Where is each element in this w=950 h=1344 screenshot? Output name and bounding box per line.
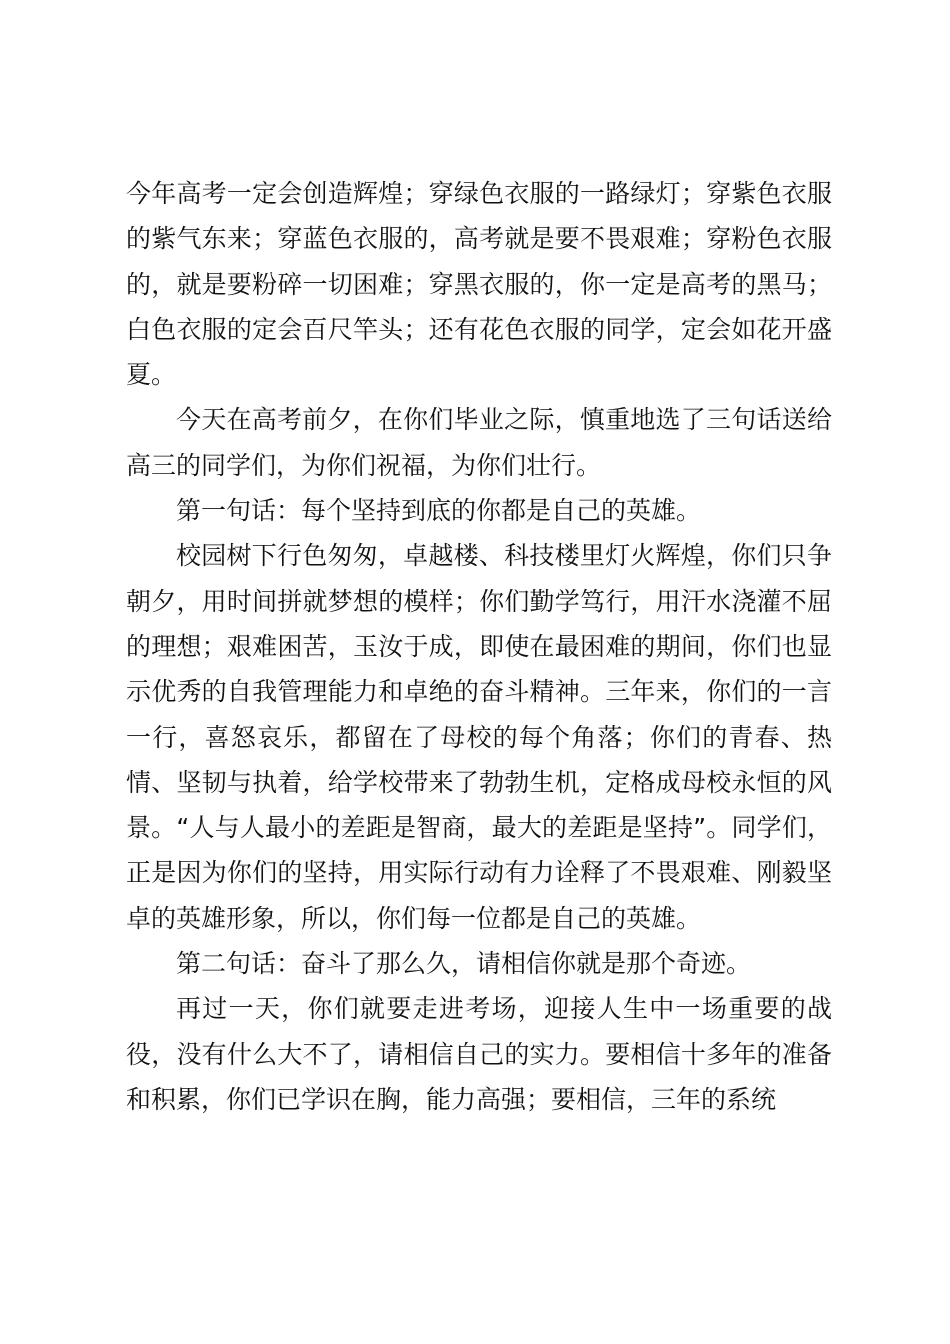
paragraph-3-heading: 第一句话：每个坚持到底的你都是自己的英雄。 [176, 496, 702, 526]
document-body [126, 171, 832, 1122]
paragraph-2: 今天在高考前夕，在你们毕业之际，慎重地选了三句话送给高三的同学们，为你们祝福，为你们壮行。 [126, 405, 832, 480]
paragraph-5-heading: 第二句话：奋斗了那么久，请相信你就是那个奇迹。 [176, 949, 752, 979]
paragraph-6: 再过一天，你们就要走进考场，迎接人生中一场重要的战役，没有什么大不了，请相信自己的实力。要相信十多年的准备和积累，你们已学识在胸，能力高强；要相信，三年的系统 [126, 994, 832, 1114]
paragraph-4: 校园树下行色匆匆，卓越楼、科技楼里灯火辉煌，你们只争朝夕，用时间拼就梦想的模样；你们勤学笃行，用汗水浇灌不屈的理想；艰难困苦，玉汝于成，即使在最困难的期间，你们也显示优秀的自我管理能力和卓绝的奋斗精神。三年来，你们的一言一行，喜怒哀乐，都留在了母校的每个角落；你们的青春、热情、坚韧与执着，给学校带来了勃勃生机，定格成母校永恒的风景。“人与人最小的差距是智商，最大的差距是坚持”。同学们，正是因为你们的坚持，用实际行动有力诠释了不畏艰难、刚毅坚卓的英雄形象，所以，你们每一位都是自己的英雄。 [126, 541, 832, 933]
paragraph-1: 今年高考一定会创造辉煌；穿绿色衣服的一路绿灯；穿紫色衣服的紫气东来；穿蓝色衣服的，高考就是要不畏艰难；穿粉色衣服的，就是要粉碎一切困难；穿黑衣服的，你一定是高考的黑马；白色衣服的定会百尺竿头；还有花色衣服的同学，定会如花开盛夏。 [126, 179, 832, 390]
